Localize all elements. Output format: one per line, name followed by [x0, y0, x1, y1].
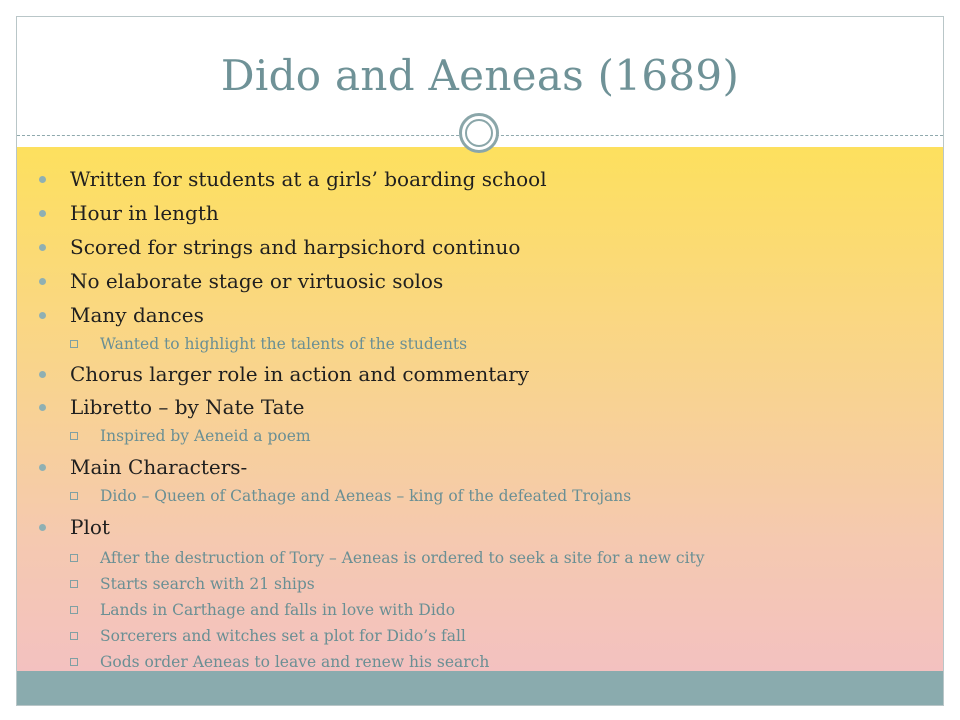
bullet-text: Main Characters- [70, 455, 248, 479]
decorative-circle-icon [459, 113, 499, 153]
slide [16, 16, 944, 706]
bullet-text: Chorus larger role in action and commentary [70, 362, 530, 386]
bullet-text: Libretto – by Nate Tate [70, 395, 305, 419]
square-bullet-icon [70, 492, 78, 500]
square-bullet-icon [70, 658, 78, 666]
square-bullet-icon [70, 554, 78, 562]
bullet-text: Plot [70, 515, 110, 539]
bullet-icon [39, 278, 46, 285]
bullet-icon [39, 210, 46, 217]
square-bullet-icon [70, 632, 78, 640]
square-bullet-icon [70, 606, 78, 614]
bullet-text: No elaborate stage or virtuosic solos [70, 269, 444, 293]
content-area [17, 147, 943, 671]
bullet-text: Written for students at a girls’ boarding school [70, 167, 547, 191]
bullet-text: Scored for strings and harpsichord continuo [70, 235, 521, 259]
bullet-text: Hour in length [70, 201, 219, 225]
bullet-icon [39, 176, 46, 183]
sub-bullet-text: Sorcerers and witches set a plot for Dido’s fall [100, 627, 466, 645]
sub-bullet-text: Dido – Queen of Cathage and Aeneas – king of the defeated Trojans [100, 487, 632, 505]
bullet-icon [39, 524, 46, 531]
sub-bullet-text: Lands in Carthage and falls in love with Dido [100, 601, 456, 619]
bullet-icon [39, 312, 46, 319]
bullet-text: Many dances [70, 303, 204, 327]
bullet-icon [39, 371, 46, 378]
square-bullet-icon [70, 340, 78, 348]
slide-title: Dido and Aeneas (1689) [220, 51, 740, 100]
bullet-icon [39, 244, 46, 251]
sub-bullet-text: After the destruction of Tory – Aeneas is ordered to seek a site for a new city [100, 549, 705, 567]
bullet-icon [39, 404, 46, 411]
sub-bullet-text: Inspired by Aeneid a poem [100, 427, 311, 445]
sub-bullet-text: Wanted to highlight the talents of the students [100, 335, 468, 353]
square-bullet-icon [70, 580, 78, 588]
bullet-icon [39, 464, 46, 471]
square-bullet-icon [70, 432, 78, 440]
sub-bullet-text: Starts search with 21 ships [100, 575, 315, 593]
footer-band [17, 671, 943, 705]
sub-bullet-text: Gods order Aeneas to leave and renew his search [100, 653, 490, 671]
